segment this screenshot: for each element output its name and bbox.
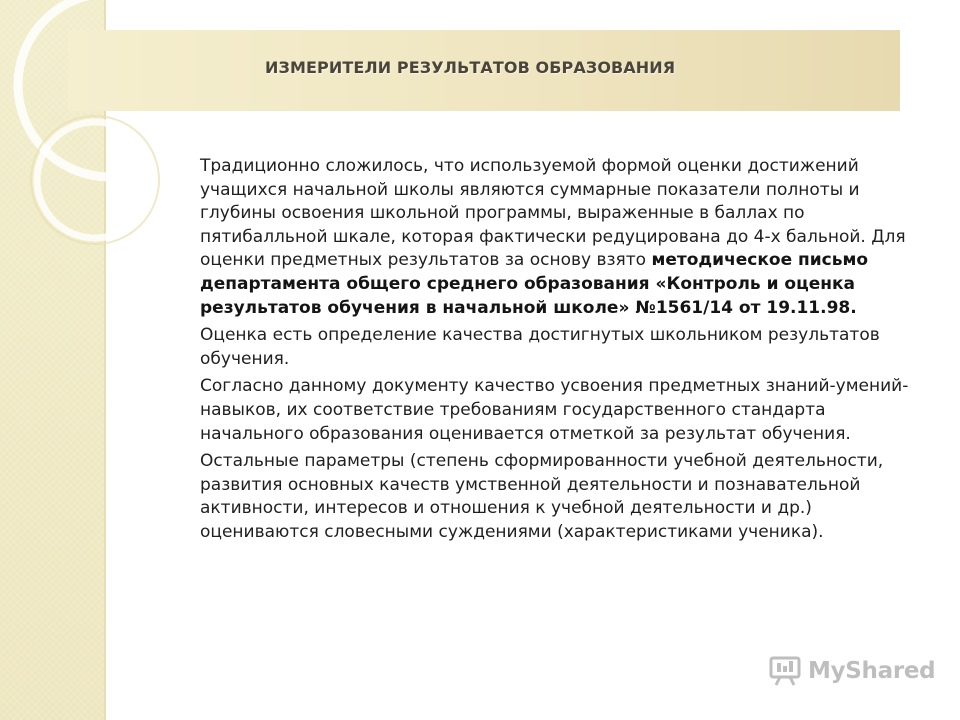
paragraph-1-bold-reference: методическое письмо департамента общего среднего образования «Контроль и оценка результатов обучения в начальной школе» №1561/14 от 19.11.98. xyxy=(200,250,869,318)
presentation-screen-icon xyxy=(768,654,802,688)
watermark-logo xyxy=(768,654,935,688)
paragraph-2: Оценка есть определение качества достигнутых школьником результатов обучения. xyxy=(200,325,880,369)
paragraph-4: Остальные параметры (степень сформированности учебной деятельности, развития основных качеств умственной деятельности и познавательной активности, интересов и отношения к учебной деятельности и др.) оцениваются словесными суждениями (характеристиками ученика). xyxy=(200,451,884,542)
slide-title: ИЗМЕРИТЕЛИ РЕЗУЛЬТАТОВ ОБРАЗОВАНИЯ xyxy=(265,58,676,77)
paragraph-1 xyxy=(200,155,930,320)
paragraph-1-text: Традиционно сложилось, что используемой формой оценки достижений учащихся начальной школы являются суммарные показатели полноты и глубины освоения школьной программы, выраженные в баллах по пятибалльной шкале, которая фактически редуцирована до 4-х бальной. Для оценки предметных результатов за основу взято xyxy=(200,156,906,271)
watermark-text: MyShared xyxy=(808,658,936,684)
slide-body xyxy=(200,155,930,549)
paragraph-3: Согласно данному документу качество усвоения предметных знаний-умений-навыков, их соответствие требованиям государственного стандарта начального образования оценивается отметкой за результат обучения. xyxy=(200,376,909,444)
